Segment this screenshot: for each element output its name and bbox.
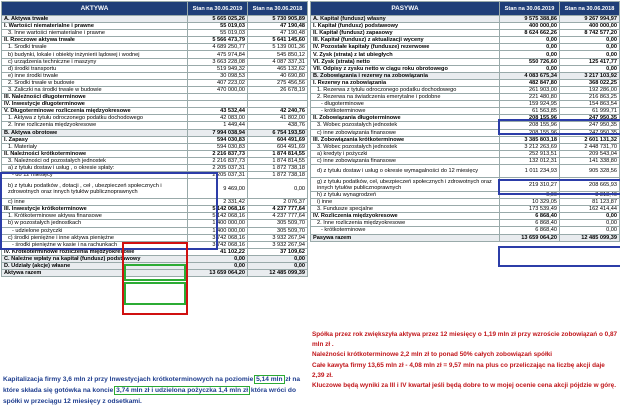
liabilities-row-value-2018: 209 543,04 [560,150,620,157]
liabilities-row [311,122,620,129]
assets-row-value-2019: 5 142 068,16 [188,213,248,220]
liabilities-row-value-2018: 247 950,35 [560,122,620,129]
note-left-part-e: która wróci do spółki w przeciągu 12 miesięcy z odsetkami. [3,387,296,405]
assets-row-label: c) inne [2,199,188,206]
assets-row-label: II. Rzeczowe aktywa trwałe [2,37,188,44]
assets-row [2,51,308,58]
assets-row-value-2018: 305 509,70 [248,227,308,234]
liabilities-row [311,234,620,241]
assets-row-label: 1. Materiały [2,143,188,150]
liabilities-row [311,136,620,143]
assets-row-label: IV. Inwestycje długoterminowe [2,101,188,108]
assets-row-label: 1. Krótkoterminowe aktywa finansowe [2,213,188,220]
liabilities-row-value-2018: 216 863,25 [560,94,620,101]
liabilities-row [311,220,620,227]
assets-row-value-2018: 37 109,62 [248,248,308,255]
assets-row-value-2018: 4 237 777,64 [248,213,308,220]
assets-row [2,179,308,199]
liabilities-row-label: a) kredyty i pożyczki [311,150,500,157]
liabilities-row-label: h) z tytułu wynagrodzeń [311,191,500,198]
liabilities-row-value-2019: 221 480,80 [500,94,560,101]
liabilities-row [311,72,620,79]
liabilities-row-value-2019: 0,00 [500,37,560,44]
assets-table [1,1,308,277]
assets-row-value-2019: 3 663 228,08 [188,58,248,65]
assets-row [2,248,308,255]
liabilities-row-value-2019: 1 011 234,93 [500,164,560,178]
liabilities-row [311,51,620,58]
liabilities-row [311,143,620,150]
liabilities-row-value-2019: 252 913,51 [500,150,560,157]
highlight-cash [124,282,186,305]
assets-table-body [2,16,308,277]
assets-row-value-2019: 470 000,00 [188,86,248,93]
liabilities-row-label: - krótkoterminowe [311,227,500,234]
assets-row-value-2018: 26 678,19 [248,86,308,93]
assets-row-label: e) inne środki trwałe [2,72,188,79]
assets-row-value-2019: 13 659 064,20 [188,270,248,277]
note-left-highlight-investments: 5,14 mln [256,376,283,383]
liabilities-row-value-2019: 208 155,96 [500,122,560,129]
liabilities-row [311,37,620,44]
liabilities-row-value-2018: 247 950,35 [560,115,620,122]
assets-row-label: 1. Aktywa z tytułu odroczonego podatku dochodowego [2,115,188,122]
liabilities-row [311,115,620,122]
liabilities-row-value-2019: 400 000,00 [500,23,560,30]
assets-row [2,94,308,101]
assets-row-label: b) w pozostałych jednostkach [2,220,188,227]
assets-row-label: 2. Inne rozliczenia międzyokresowe [2,122,188,129]
liabilities-row-label: 2. Inne rozliczenia międzyokresowe [311,220,500,227]
assets-row [2,129,308,136]
assets-row-label: I. Zapasy [2,136,188,143]
liabilities-row [311,79,620,86]
assets-row [2,164,308,171]
liabilities-row-value-2019: 219 310,27 [500,178,560,192]
assets-row-label: b) budynki, lokale i obiekty inżynierii lądowej i wodnej [2,51,188,58]
assets-row-value-2019: 594 030,83 [188,143,248,150]
assets-row [2,16,308,23]
assets-row-label: IV. Krótkoterminowe rozliczenia międzyokresowe [2,248,188,255]
assets-row-label: c) środki pieniężne i inne aktywa pieniężne [2,234,188,241]
liabilities-row-value-2019: 208 155,96 [500,115,560,122]
note-right-assets: Spółka przez rok zwiększyła aktywa przez 12 miesięcy o 1,19 mln zł przy wzroście zobowiązań o 0,87 mln zł . [312,331,618,349]
liabilities-row-value-2018: 400 000,00 [560,23,620,30]
liabilities-row-value-2019: 3 385 803,18 [500,136,560,143]
assets-row [2,199,308,206]
liabilities-table-body [311,16,620,242]
liabilities-row-label: B. Zobowiązania i rezerwy na zobowiązania [311,72,500,79]
liabilities-row-value-2018: 905 328,56 [560,164,620,178]
note-right-equity: Całe kawyta firmy 13,65 mln zł - 4,08 mln zł = 9,57 mln na plus co przeliczając na liczbę akcji daje 2,39 zł. [312,361,605,379]
assets-row [2,220,308,227]
assets-row-label: B. Aktywa obrotowe [2,129,188,136]
liabilities-row-label: I. Kapitał (fundusz) podstawowy [311,23,500,30]
liabilities-row [311,44,620,51]
assets-row-value-2018: 0,00 [248,179,308,199]
assets-row-value-2019: 1 449,44 [188,122,248,129]
liabilities-row-value-2019: 173 539,49 [500,206,560,213]
assets-row-value-2018: 40 690,80 [248,72,308,79]
liabilities-row-value-2019: 3 212 263,69 [500,143,560,150]
assets-row-value-2018: 5 139 001,36 [248,44,308,51]
liabilities-row-label: II. Kapitał (fundusz) zapasowy [311,30,500,37]
liabilities-row-value-2018: 0,00 [560,44,620,51]
liabilities-row-label: III. Kapitał (fundusz) z aktualizacji wyceny [311,37,500,44]
liabilities-row-value-2019: 159 924,95 [500,101,560,108]
assets-row-value-2019: 55 019,03 [188,23,248,30]
liabilities-row-value-2018: 125 417,77 [560,58,620,65]
liabilities-row-label: IV. Rozliczenia międzyokresowe [311,213,500,220]
assets-row-label: C. Należne wpłaty na kapitał (fundusz) podstawowy [2,255,188,262]
assets-row-value-2019: 42 083,00 [188,115,248,122]
liabilities-row-value-2019: 6 868,40 [500,227,560,234]
liabilities-row-value-2018: 9 267 994,97 [560,16,620,23]
assets-row [2,157,308,164]
assets-row-label: 2. Środki trwałe w budowie [2,79,188,86]
assets-row-label: - do 12 miesięcy [2,172,188,179]
assets-row-value-2019 [188,94,248,101]
liabilities-row-value-2019: 0,00 [500,44,560,51]
assets-row-value-2018: 1 872 738,18 [248,164,308,171]
liabilities-row-value-2019: 6 868,40 [500,213,560,220]
assets-row-value-2018: 47 190,48 [248,23,308,30]
assets-row-value-2018 [248,101,308,108]
assets-row [2,108,308,115]
assets-row [2,86,308,93]
assets-row [2,72,308,79]
liabilities-row [311,199,620,206]
assets-row-value-2019: 4 689 250,77 [188,44,248,51]
assets-row [2,23,308,30]
assets-row-value-2018: 1 874 814,55 [248,157,308,164]
liabilities-row [311,108,620,115]
liabilities-row [311,227,620,234]
assets-row-value-2019: 43 532,44 [188,108,248,115]
assets-row-value-2019: 0,00 [188,255,248,262]
liabilities-row [311,86,620,93]
assets-header-name: AKTYWA [2,2,188,16]
assets-row-value-2018: 5 730 905,89 [248,16,308,23]
liabilities-row-label: - długoterminowe [311,101,500,108]
liabilities-row [311,23,620,30]
assets-row-label: I. Wartości niematerialne i prawne [2,23,188,30]
assets-row-value-2019: 475 974,84 [188,51,248,58]
liabilities-row-value-2019: 261 903,00 [500,86,560,93]
liabilities-row-label: I. Rezerwy na zobowiązania [311,79,500,86]
assets-row-value-2018: 275 456,56 [248,79,308,86]
assets-row-label: - środki pieniężne w kasie i na rachunkach [2,241,188,248]
note-left-highlight-cash-loan: 3,74 mln zł i udzielona pożyczka 1,4 mln zł [116,387,249,394]
liabilities-row-value-2018: 81 123,87 [560,199,620,206]
liabilities-row-value-2018: 0,00 [560,37,620,44]
assets-row-value-2018: 604 491,69 [248,136,308,143]
assets-row-value-2018: 42 240,76 [248,108,308,115]
liabilities-row-label: 3. Wobec pozostałych jednostek [311,122,500,129]
liabilities-row-value-2019: 482 847,80 [500,79,560,86]
assets-row-value-2019: 5 566 473,79 [188,37,248,44]
assets-row-label: c) urządzenia techniczne i maszyny [2,58,188,65]
liabilities-row-value-2018: 0,00 [560,220,620,227]
liabilities-row-value-2018: 0,00 [560,227,620,234]
assets-row [2,122,308,129]
liabilities-row-label: 1. Rezerwa z tytułu odroczonego podatku dochodowego [311,86,500,93]
liabilities-header-col2: Stan na 30.06.2018 [560,2,620,16]
assets-row-value-2019: 55 019,03 [188,30,248,37]
assets-row-value-2018: 438,76 [248,122,308,129]
liabilities-row-value-2019: 61 563,85 [500,108,560,115]
assets-row-label: III. Inwestycje krótkoterminowe [2,206,188,213]
assets-row-value-2018: 0,00 [248,263,308,270]
assets-row-value-2019: 2 205 037,31 [188,172,248,179]
assets-table-container [1,1,307,277]
assets-header-col1: Stan na 30.06.2019 [188,2,248,16]
assets-row [2,270,308,277]
assets-row-label: - udzielone pożyczki [2,227,188,234]
liabilities-row-value-2018: 141 338,80 [560,157,620,164]
liabilities-row-value-2018: 154 863,54 [560,101,620,108]
assets-row-value-2018: 604 491,69 [248,143,308,150]
assets-row-value-2018: 545 850,12 [248,51,308,58]
liabilities-row [311,58,620,65]
note-left-part-a: Kapitalizacja firmy 3,6 mln zł przy Inwestycjach krótkoterminowych na poziomie [3,376,254,383]
liabilities-row-label: 3. Fundusze specjalne [311,206,500,213]
assets-row-label: A. Aktywa trwałe [2,16,188,23]
assets-header-col2: Stan na 30.06.2018 [248,2,308,16]
note-right-receivables: Należności krótkoterminowe 2,2 mln zł to ponad 50% całych zobowiązań spółki [312,351,553,359]
assets-row-value-2018: 1 874 814,55 [248,150,308,157]
liabilities-table [310,1,620,242]
liabilities-row-value-2019: 8 624 662,26 [500,30,560,37]
liabilities-row-value-2018: 0,00 [560,65,620,72]
assets-row [2,234,308,241]
liabilities-row [311,16,620,23]
liabilities-row-value-2019: 208 155,96 [500,129,560,136]
assets-row-value-2019: 3 742 068,16 [188,234,248,241]
assets-row [2,65,308,72]
assets-row-value-2019: 407 223,02 [188,79,248,86]
liabilities-row-label: VI. Zysk (strata) netto [311,58,500,65]
assets-row-label: 3. Zaliczki na środki trwałe w budowie [2,86,188,93]
assets-row [2,101,308,108]
assets-row-value-2018: 47 190,48 [248,30,308,37]
liabilities-row-value-2018: 2 448 731,70 [560,143,620,150]
liabilities-row-label: i) inne [311,199,500,206]
liabilities-header-name: PASYWA [311,2,500,16]
liabilities-row-value-2019: 13 659 064,20 [500,234,560,241]
liabilities-row-value-2019: 0,00 [500,191,560,198]
assets-row-value-2018: 4 087 337,31 [248,58,308,65]
assets-row-label: d) środki transportu [2,65,188,72]
assets-row [2,37,308,44]
assets-row-value-2019: 2 216 837,73 [188,157,248,164]
liabilities-row-value-2018: 61 999,71 [560,108,620,115]
liabilities-row-label: c) inne zobowiązania finansowe [311,157,500,164]
assets-row-value-2018: 465 132,62 [248,65,308,72]
assets-row-value-2019: 1 400 000,00 [188,220,248,227]
note-right-outlook: Kluczowe będą wyniki za III i IV kwartał jeśli będą dobre to w mojej ocenie cena akcji pójdzie w górę. [312,382,616,390]
assets-row-label: 3. Inne wartości niematerialne i prawne [2,30,188,37]
assets-row [2,150,308,157]
assets-row-value-2019: 7 994 038,94 [188,129,248,136]
liabilities-row-value-2018: 0,00 [560,51,620,58]
liabilities-row-label: V. Zysk (strata) z lat ubiegłych [311,51,500,58]
assets-row [2,213,308,220]
assets-row-value-2019: 2 205 037,31 [188,164,248,171]
assets-row-label: b) z tytułu podatków , dotacji , ceł , ubezpieczeń społecznych i zdrowotnych oraz innych tytułów publicznoprawnych [2,179,188,199]
liabilities-row [311,164,620,178]
assets-row-value-2019 [188,101,248,108]
liabilities-row [311,157,620,164]
assets-row-value-2018: 0,00 [248,255,308,262]
liabilities-row-value-2018: 192 286,00 [560,86,620,93]
liabilities-row-value-2019: 4 083 675,34 [500,72,560,79]
assets-row-value-2018: 2 076,37 [248,199,308,206]
liabilities-row-value-2019: 6 868,40 [500,220,560,227]
assets-row-value-2018: 41 802,00 [248,115,308,122]
assets-row-label: V. Długoterminowe rozliczenia międzyokresowe [2,108,188,115]
assets-row-value-2018: 4 237 777,64 [248,206,308,213]
liabilities-row [311,206,620,213]
assets-row-label: 1. Środki trwałe [2,44,188,51]
assets-row-value-2019: 30 098,53 [188,72,248,79]
assets-row-value-2018: 6 754 193,50 [248,129,308,136]
assets-row-value-2018: 12 485 099,39 [248,270,308,277]
assets-row-value-2018: 3 932 267,94 [248,234,308,241]
liabilities-row-value-2019: 0,00 [500,51,560,58]
liabilities-row-label: VII. Odpisy z zysku netto w ciągu roku obrotowego [311,65,500,72]
liabilities-row-value-2019: 550 726,60 [500,58,560,65]
liabilities-row-value-2018: 208 665,93 [560,178,620,192]
assets-row-value-2019: 519 949,32 [188,65,248,72]
note-left-part-c: zł na które składa się gotówka na koncie [3,376,301,394]
assets-row-value-2019: 2 216 837,73 [188,150,248,157]
assets-row [2,241,308,248]
assets-row-value-2019: 1 400 000,00 [188,227,248,234]
assets-row [2,44,308,51]
assets-row-label: III. Należności długoterminowe [2,94,188,101]
liabilities-row [311,150,620,157]
assets-row [2,58,308,65]
assets-row-label: Aktywa razem [2,270,188,277]
liabilities-header-col1: Stan na 30.06.2019 [500,2,560,16]
assets-row-value-2019: 2 331,42 [188,199,248,206]
assets-row-value-2018: 305 509,70 [248,220,308,227]
liabilities-row-label: A. Kapitał (fundusz) własny [311,16,500,23]
liabilities-row-label: 2. Rezerwa na świadczenia emerytalne i podobne [311,94,500,101]
assets-row-label: D. Udziały (akcje) własne [2,263,188,270]
assets-row-value-2018: 5 641 145,60 [248,37,308,44]
liabilities-table-container [310,1,619,242]
liabilities-row [311,65,620,72]
assets-row-value-2018 [248,94,308,101]
assets-row [2,263,308,270]
liabilities-row-label: II. Zobowiązania długoterminowe [311,115,500,122]
assets-row-label: a) z tytułu dostaw i usług , o okresie spłaty: [2,164,188,171]
liabilities-row-value-2018: 8 742 577,20 [560,30,620,37]
liabilities-row [311,30,620,37]
liabilities-row-label: IV. Pozostałe kapitały (fundusze) rezerwowe [311,44,500,51]
assets-row [2,206,308,213]
liabilities-row [311,191,620,198]
assets-row-label: II. Należności krótkoterminowe [2,150,188,157]
assets-row-value-2019: 3 742 068,16 [188,241,248,248]
liabilities-row-label: g) z tytułu podatków, ceł, ubezpieczeń społecznych i zdrowotnych oraz innych tytułów publicznoprawnych [311,178,500,192]
assets-row [2,30,308,37]
liabilities-row-value-2018: 368 022,25 [560,79,620,86]
liabilities-row [311,101,620,108]
liabilities-row [311,94,620,101]
assets-row-value-2019: 5 142 068,16 [188,206,248,213]
liabilities-row-value-2018: 2 601 131,32 [560,136,620,143]
liabilities-row-value-2019: 132 012,31 [500,157,560,164]
assets-row [2,136,308,143]
liabilities-row-label: III. Zobowiązania krótkoterminowe [311,136,500,143]
liabilities-row-label: 3. Wobec pozostałych jednostek [311,143,500,150]
liabilities-row [311,213,620,220]
note-capitalization [3,374,315,407]
assets-row [2,227,308,234]
liabilities-row-label: c) inne zobowiązania finansowe [311,129,500,136]
liabilities-row [311,129,620,136]
assets-row-value-2019: 5 665 025,26 [188,16,248,23]
liabilities-row-value-2018: 162 414,44 [560,206,620,213]
liabilities-row-value-2019: 10 329,05 [500,199,560,206]
assets-row-value-2019: 594 030,83 [188,136,248,143]
assets-row-value-2019: 41 102,22 [188,248,248,255]
assets-row [2,115,308,122]
assets-row-value-2019: 9 469,00 [188,179,248,199]
liabilities-row-label: - krótkoterminowe [311,108,500,115]
liabilities-row-value-2018: 247 950,35 [560,129,620,136]
assets-row-label: 3. Należności od pozostałych jednostek [2,157,188,164]
assets-row [2,79,308,86]
note-analysis [312,330,618,391]
liabilities-row-value-2019: 9 575 388,86 [500,16,560,23]
assets-row-value-2018: 1 872 738,18 [248,172,308,179]
liabilities-row-value-2019: 0,00 [500,65,560,72]
liabilities-row [311,178,620,192]
liabilities-row-label: d) z tytułu dostaw i usług o okresie wymagalności do 12 miesięcy [311,164,500,178]
liabilities-row-value-2018: 0,00 [560,213,620,220]
liabilities-row-value-2018: 3 313,40 [560,191,620,198]
assets-row-value-2018: 3 932 267,94 [248,241,308,248]
assets-row [2,143,308,150]
liabilities-row-label: Pasywa razem [311,234,500,241]
liabilities-row-value-2018: 3 217 103,92 [560,72,620,79]
assets-row [2,255,308,262]
assets-row-value-2019: 0,00 [188,263,248,270]
assets-row [2,172,308,179]
highlight-trade-payables [498,246,620,267]
liabilities-row-value-2018: 12 485 099,39 [560,234,620,241]
